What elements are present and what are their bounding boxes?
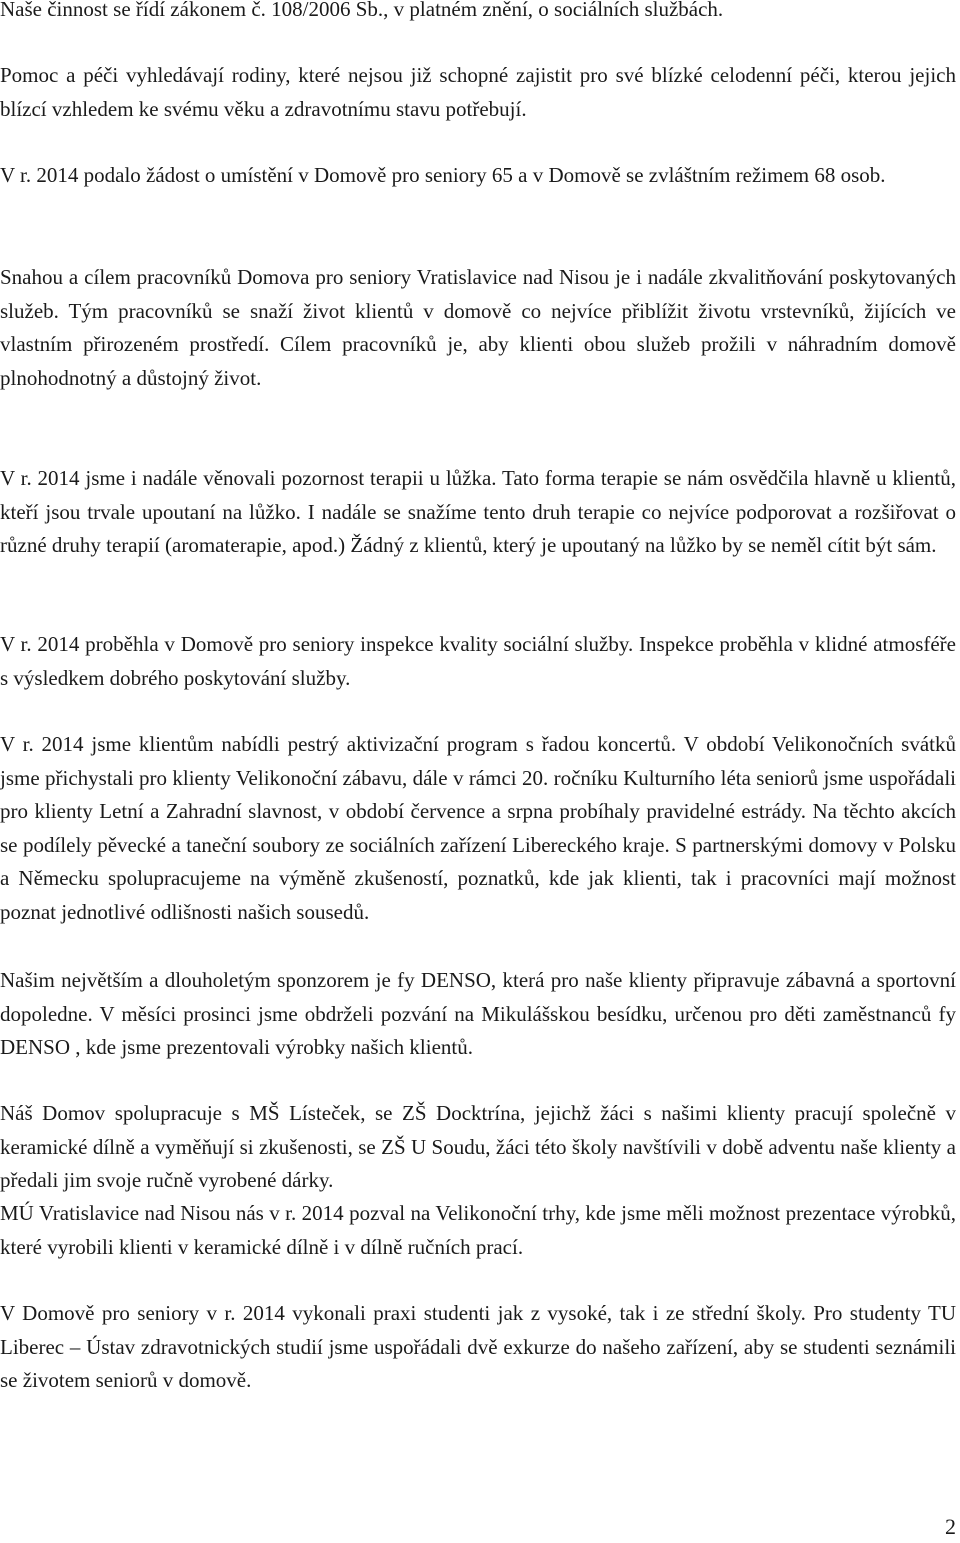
- paragraph-sponsor: Našim největším a dlouholetým sponzorem je fy DENSO, která pro naše klienty připravuje zábavná a sportovní dopoledne. V měsíci prosinci jsme obdrželi pozvání na Mikulášskou besídku, určenou pro děti zaměstnanců fy DENSO , kde jsme prezentovali výrobky našich klientů.: [0, 968, 956, 1060]
- paragraph-easter-market: MÚ Vratislavice nad Nisou nás v r. 2014 pozval na Velikonoční trhy, kde jsme měli možnost prezentace výrobků, které vyrobili klienti v keramické dílně i v dílně ručních prací.: [0, 1201, 956, 1259]
- paragraph-students: V Domově pro seniory v r. 2014 vykonali praxi studenti jak z vysoké, tak i ze střední školy. Pro studenty TU Liberec – Ústav zdravotnických studií jsme uspořádali dvě exkurze do našeho zařízení, aby se studenti seznámili se životem seniorů v domově.: [0, 1301, 956, 1393]
- paragraph-inspection: V r. 2014 proběhla v Domově pro seniory inspekce kvality sociální služby. Inspekce proběhla v klidné atmosféře s výsledkem dobrého poskytování služby.: [0, 632, 956, 690]
- paragraph-legal-basis: Naše činnost se řídí zákonem č. 108/2006 Sb., v platném znění, o sociálních službách.: [0, 0, 724, 21]
- paragraph-schools: Náš Domov spolupracuje s MŠ Lísteček, se ZŠ Docktrína, jejichž žáci s našimi klienty pracují společně v keramické dílně a vyměňují si zkušenosti, se ZŠ U Soudu, žáci této školy navštívili v době adventu naše klienty a předali jim svoje ručně vyrobené dárky.: [0, 1101, 956, 1193]
- page-number: 2: [945, 1514, 956, 1539]
- paragraph-bedside-therapy: V r. 2014 jsme i nadále věnovali pozornost terapii u lůžka. Tato forma terapie se nám osvědčila hlavně u klientů, kteří jsou trvale upoutaní na lůžko. I nadále se snažíme tento druh terapie co nejvíce podporovat a rozšiřovat o různé druhy terapií (aromaterapie, apod.) Žádný z klientů, který je upoutaný na lůžko by se neměl cítit být sám.: [0, 466, 956, 558]
- paragraph-goals: Snahou a cílem pracovníků Domova pro seniory Vratislavice nad Nisou je i nadále zkvalitňování poskytovaných služeb. Tým pracovníků se snaží život klientů v domově co nejvíce přiblížit životu vrstevníků, žijících ve vlastním přirozeném prostředí. Cílem pracovníků je, aby klienti obou služeb prožili v náhradním domově plnohodnotný a důstojný život.: [0, 265, 956, 390]
- paragraph-applications: V r. 2014 podalo žádost o umístění v Domově pro seniory 65 a v Domově se zvláštním režimem 68 osob.: [0, 163, 886, 187]
- paragraph-activities: V r. 2014 jsme klientům nabídli pestrý aktivizační program s řadou koncertů. V období Velikonočních svátků jsme přichystali pro klienty Velikonoční zábavu, dále v rámci 20. ročníku Kulturního léta seniorů jsme uspořádali pro klienty Letní a Zahradní slavnost, v období července a srpna probíhaly pravidelné estrády. Na těchto akcích se podílely pěvecké a taneční soubory ze sociálních zařízení Libereckého kraje. S partnerskými domovy v Polsku a Německu spolupracujeme na výměně zkušeností, poznatků, kde jak klienti, tak i pracovníci mají možnost poznat jednotlivé odlišnosti našich sousedů.: [0, 732, 956, 924]
- paragraph-care-demand: Pomoc a péči vyhledávají rodiny, které nejsou již schopné zajistit pro své blízké celodenní péči, kterou jejich blízcí vzhledem ke svému věku a zdravotnímu stavu potřebují.: [0, 63, 956, 121]
